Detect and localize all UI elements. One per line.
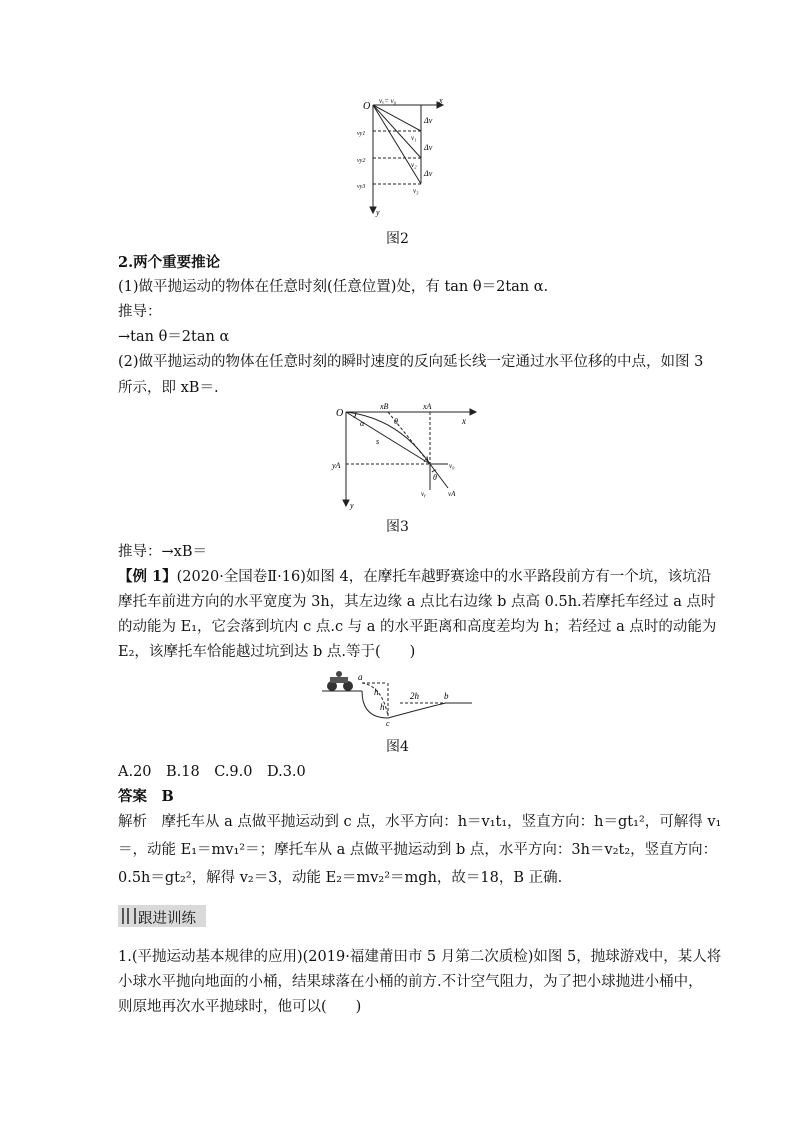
fig2-label-o: O <box>363 101 371 112</box>
fig4-label-h1: h <box>374 687 379 697</box>
fig3-label-a: A <box>424 455 429 464</box>
fig4-label-c: c <box>386 719 390 728</box>
section-bars-icon <box>122 908 136 924</box>
fig3-label-alpha: α <box>360 419 365 428</box>
fig2-label-v2: v₂ <box>411 161 417 169</box>
fig3-label-va: vA <box>448 490 456 498</box>
heading-two-inferences: 2.两个重要推论 <box>118 254 221 271</box>
example-text-1: (2020·全国卷Ⅱ·16)如图 4，在摩托车越野赛途中的水平路段前方有一个坑，该坑沿 <box>176 569 712 585</box>
section-header <box>118 905 206 927</box>
fig4-label-a: a <box>358 672 363 682</box>
fig3-label-o: O <box>336 408 344 419</box>
example-tag: 【例 1】 <box>118 568 177 585</box>
paragraph-1: (1)做平抛运动的物体在任意时刻(任意位置)处，有 tan θ＝2tan α. <box>118 279 549 295</box>
section-title: 跟进训练 <box>138 911 196 927</box>
fig2-label-y: y <box>376 208 380 217</box>
paragraph-5: 所示，即 xB＝. <box>118 380 219 396</box>
fig2-label-v3: v₃ <box>413 187 419 195</box>
solution-line-2: ＝，动能 E₁＝mv₁²＝；摩托车从 a 点做平抛运动到 b 点，水平方向：3h＝v₂t₂，竖直方向： <box>118 842 718 858</box>
example-line-3: 的动能为 E₁，它会落到坑内 c 点.c 与 a 的水平距离和高度差均为 h；若经过 a 点时的动能为 <box>118 619 717 635</box>
example-line-4: E₂，该摩托车恰能越过坑到达 b 点.等于( ) <box>118 644 416 660</box>
fig2-label-dv3: Δv <box>424 169 433 178</box>
paragraph-6: 推导：→xB＝ <box>118 544 207 560</box>
question-line-3: 则原地再次水平抛球时，他可以( ) <box>118 999 362 1015</box>
figure-4 <box>322 668 482 728</box>
figure-3-caption: 图3 <box>386 519 409 535</box>
fig2-label-x: x <box>439 96 443 105</box>
fig3-label-theta1: θ <box>394 417 398 426</box>
fig3-label-xb: xB <box>380 402 389 411</box>
figure-4-caption: 图4 <box>386 739 409 755</box>
fig2-label-v1: v₁ <box>411 134 417 142</box>
fig2-label-dv2: Δv <box>424 143 433 152</box>
fig3-label-vy: vᵧ <box>421 490 426 498</box>
fig3-label-ya: yA <box>332 461 341 470</box>
fig2-label-dv1: Δv <box>424 116 433 125</box>
answer-options: A.20 B.18 C.9.0 D.3.0 <box>118 764 306 780</box>
fig3-label-s: s <box>376 437 380 446</box>
fig2-label-vy2: vy2 <box>357 158 366 164</box>
fig3-label-xa: xA <box>423 402 432 411</box>
solution-line-3: 0.5h＝gt₂²，解得 v₂＝3，动能 E₂＝mv₂²＝mgh，故＝18，B 正确. <box>118 870 563 886</box>
fig3-label-v0: v₀ <box>449 462 455 470</box>
fig4-label-h2: h <box>380 702 385 712</box>
figure-2-caption: 图2 <box>386 231 409 247</box>
question-line-2: 小球水平抛向地面的小桶，结果球落在小桶的前方.不计空气阻力，为了把小球抛进小桶中， <box>118 974 703 990</box>
fig2-label-vy3: vy3 <box>357 184 366 190</box>
figure-2 <box>355 95 450 220</box>
paragraph-2: 推导： <box>118 304 162 320</box>
motorcycle-icon <box>327 671 353 691</box>
fig2-label-vy1: vy1 <box>357 131 366 137</box>
question-line-1: 1.(平抛运动基本规律的应用)(2019·福建莆田市 5 月第二次质检)如图 5，抛球游戏中，某人将 <box>118 949 722 965</box>
fig2-label-vx: vₓ= v₀ <box>379 97 397 105</box>
example-line-1 <box>118 567 711 587</box>
example-line-2: 摩托车前进方向的水平宽度为 3h，其左边缘 a 点比右边缘 b 点高 0.5h.若摩托车经过 a 点时 <box>118 594 716 610</box>
fig3-label-x: x <box>462 416 466 426</box>
fig3-label-theta2: θ <box>433 473 437 482</box>
fig3-label-y: y <box>350 501 354 510</box>
paragraph-4: (2)做平抛运动的物体在任意时刻的瞬时速度的反向延长线一定通过水平位移的中点，如图 3 <box>118 354 704 370</box>
answer-line: 答案 B <box>118 788 174 805</box>
figure-3 <box>328 400 478 515</box>
solution-line-1: 解析 摩托车从 a 点做平抛运动到 c 点，水平方向：h＝v₁t₁，竖直方向：h＝gt₁²，可解得 v₁ <box>118 814 722 830</box>
fig4-label-2h: 2h <box>410 691 419 701</box>
paragraph-3: →tan θ＝2tan α <box>118 329 230 345</box>
fig4-label-b: b <box>444 691 449 701</box>
